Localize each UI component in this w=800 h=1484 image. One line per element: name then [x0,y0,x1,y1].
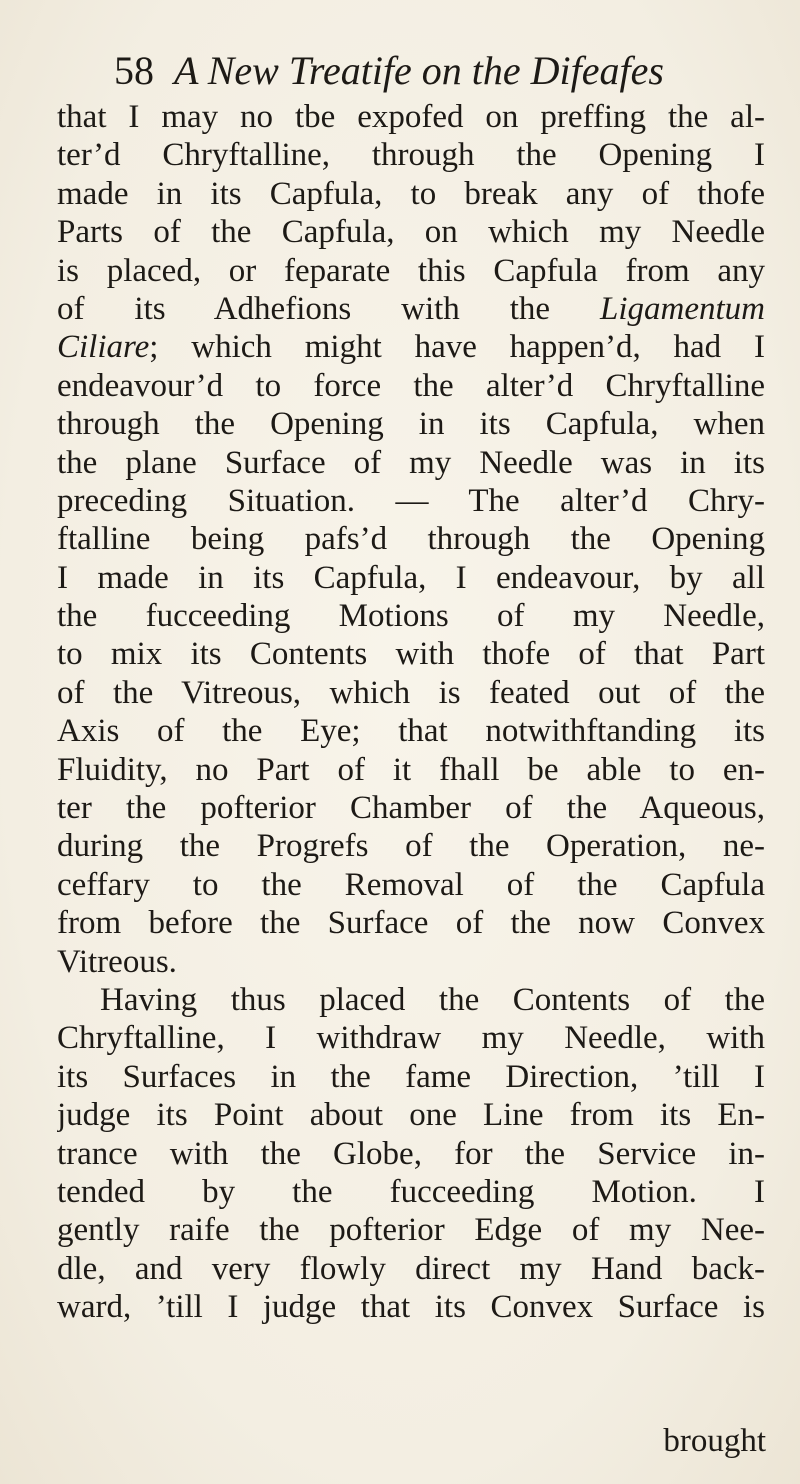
page-number: 58 [114,48,154,93]
text-line: during the Progrefs of the Operation, ne- [57,828,765,865]
text-line: judge its Point about one Line from its En- [57,1097,765,1134]
text-line: its Surfaces in the fame Direction, ’till I [57,1058,765,1095]
text-line: of its Adhefions with the Ligamentum [57,290,765,327]
text-line: made in its Capfula, to break any of thofe [57,175,765,212]
text-line: Fluidity, no Part of it fhall be able to en- [57,751,765,788]
text-line: endeavour’d to force the alter’d Chryftalline [57,367,765,404]
text-line: Vitreous. [57,943,177,980]
catchword: brought [663,1423,766,1459]
text-line: is placed, or feparate this Capfula from any [57,252,765,289]
page-header [114,46,754,96]
running-title: A New Treatife on the Difeafes [174,48,664,93]
text-line: of the Vitreous, which is feated out of the [57,674,765,711]
text-line: Parts of the Capfula, on which my Needle [57,214,765,251]
text-line: the fucceeding Motions of my Needle, [57,598,765,635]
text-line: ter the pofterior Chamber of the Aqueous, [57,790,765,827]
text-line: that I may no tbe expofed on preffing the al- [57,99,765,135]
text-line: Having thus placed the Contents of the [100,981,765,1018]
text-line: tended by the fucceeding Motion. I [57,1173,765,1210]
text-line: ward, ’till I judge that its Convex Surface is [57,1289,765,1326]
text-line: Ciliare; which might have happen’d, had I [57,329,765,366]
text-line: gently raife the pofterior Edge of my Nee- [57,1212,765,1249]
text-line: ter’d Chryftalline, through the Opening I [57,137,765,174]
text-line: trance with the Globe, for the Service in- [57,1135,765,1172]
text-line: Chryftalline, I withdraw my Needle, with [57,1020,765,1057]
text-line: I made in its Capfula, I endeavour, by all [57,559,765,596]
text-line: preceding Situation. — The alter’d Chry- [57,482,765,519]
text-line: ceffary to the Removal of the Capfula [57,866,765,903]
text-line: dle, and very flowly direct my Hand back- [57,1250,765,1287]
text-line: Axis of the Eye; that notwithftanding its [57,713,765,750]
text-line: ftalline being pafs’d through the Opening [57,521,765,558]
text-line: the plane Surface of my Needle was in its [57,444,765,481]
text-line: through the Opening in its Capfula, when [57,406,765,443]
body-text [57,98,765,1327]
text-line: from before the Surface of the now Convex [57,905,765,942]
text-line: to mix its Contents with thofe of that Part [57,636,765,673]
